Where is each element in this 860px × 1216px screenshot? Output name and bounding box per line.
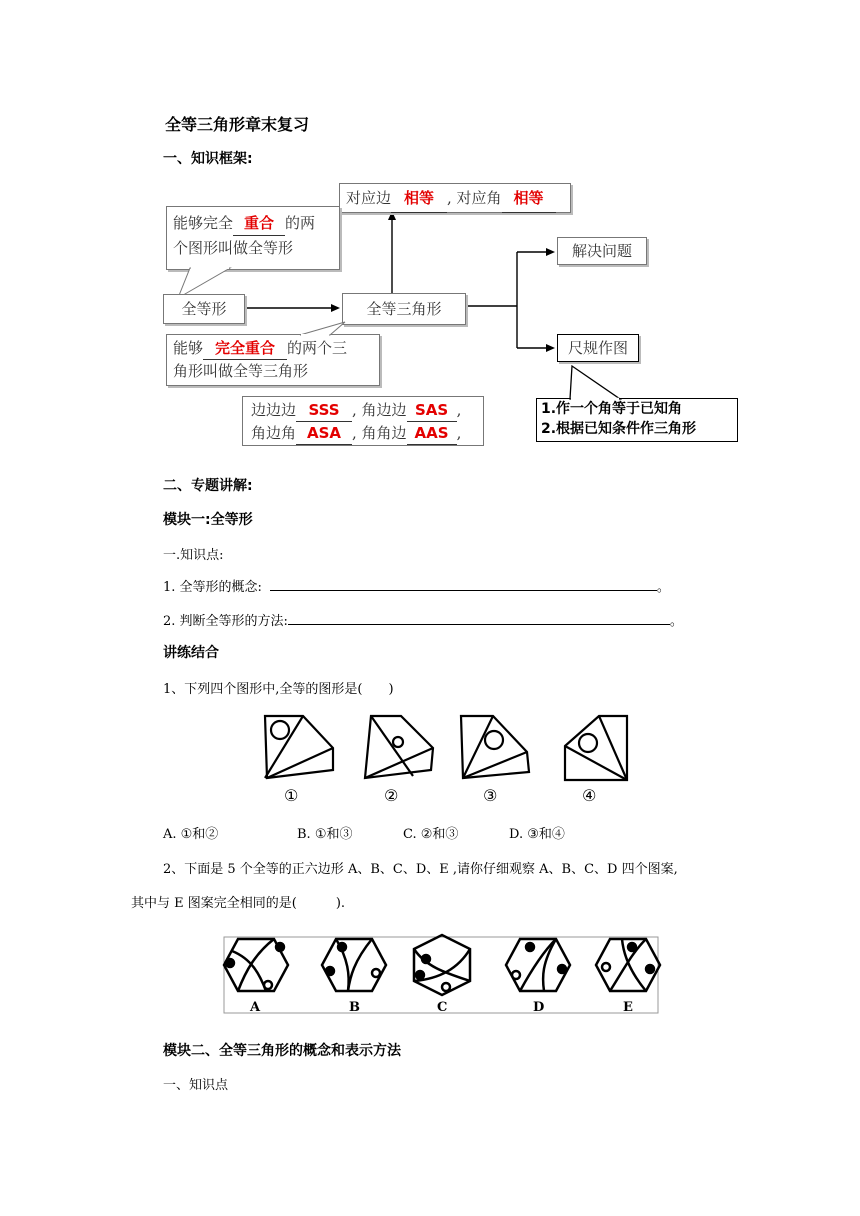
hexagon-e xyxy=(596,939,660,991)
corresponding-sides-label: 对应边 xyxy=(346,189,392,207)
q1-label-4: ④ xyxy=(582,786,597,805)
q1-option-c[interactable]: C. ②和③ xyxy=(403,827,459,842)
q2-label-b: B xyxy=(349,1000,360,1015)
criteria-aas-label: , 角角边 xyxy=(352,424,407,442)
criteria-sss-label: 边边边 xyxy=(251,401,297,419)
page-title: 全等三角形章末复习 xyxy=(165,115,310,134)
q1-shape-4 xyxy=(565,716,627,780)
item2-line xyxy=(163,610,683,629)
q1-shape-2 xyxy=(365,716,433,778)
item1-blank[interactable] xyxy=(270,576,657,591)
item1-line xyxy=(163,576,670,595)
def-triangle-answer: 完全重合 xyxy=(215,339,276,357)
def-triangle-text-a: 能够 xyxy=(173,339,204,357)
knowledge2-label: 一、知识点 xyxy=(163,1078,229,1093)
criteria-sas-answer: SAS xyxy=(414,401,449,419)
module1-heading: 模块一:全等形 xyxy=(163,512,253,528)
hexagon-c xyxy=(414,935,470,995)
construction-box: 尺规作图 xyxy=(557,334,639,362)
practice-heading: 讲练结合 xyxy=(163,645,219,661)
sides-equal-answer: 相等 xyxy=(404,189,435,207)
congruent-triangle-box: 全等三角形 xyxy=(342,293,466,325)
section2-heading: 二、专题讲解: xyxy=(163,478,253,494)
def-triangle-text-c: 的两个三 xyxy=(287,339,348,357)
construction-callout-tail xyxy=(0,0,860,460)
criteria-sas-label: , 角边边 xyxy=(352,401,407,419)
def-triangle-text-d: 角形叫做全等三角形 xyxy=(173,362,309,380)
def-shape-text-d: 个图形叫做全等形 xyxy=(173,239,294,257)
q2-label-c: C xyxy=(437,1000,448,1015)
q1-shape-1 xyxy=(265,716,333,778)
question2-line2: 其中与 E 图案完全相同的是( ). xyxy=(131,896,346,911)
q1-option-b[interactable]: B. ①和③ xyxy=(297,827,353,842)
knowledge-points-label: 一.知识点: xyxy=(163,548,224,563)
question1-text: 1、下列四个图形中,全等的图形是( ) xyxy=(163,682,394,697)
q1-label-1: ① xyxy=(284,786,299,805)
q1-label-3: ③ xyxy=(483,786,498,805)
q1-shape-3 xyxy=(461,716,529,778)
section1-heading: 一、知识框架: xyxy=(163,151,253,167)
item2-blank[interactable] xyxy=(288,610,670,625)
solve-problems-box: 解决问题 xyxy=(557,237,647,265)
criteria-box: 边边边 SSS , 角边边 SAS , 角边角 ASA , 角角边 AAS , xyxy=(242,396,484,446)
hexagon-d xyxy=(506,939,570,991)
q2-label-e: E xyxy=(623,1000,633,1015)
question2-line1: 2、下面是 5 个全等的正六边形 A、B、C、D、E ,请你仔细观察 A、B、C、D 四个图案, xyxy=(163,862,678,877)
item1-end: 。 xyxy=(656,580,670,595)
q2-label-a: A xyxy=(250,1000,261,1015)
hexagon-b xyxy=(322,939,386,991)
q1-label-2: ② xyxy=(384,786,399,805)
module2-heading: 模块二、全等三角形的概念和表示方法 xyxy=(163,1043,401,1059)
criteria-asa-answer: ASA xyxy=(307,424,342,442)
item2-text: 2. 判断全等形的方法: xyxy=(163,614,288,629)
q2-label-d: D xyxy=(533,1000,545,1015)
corresponding-angles-label: , 对应角 xyxy=(447,189,502,207)
construction-item-2: 2.根据已知条件作三角形 xyxy=(541,421,697,437)
criteria-sss-answer: SSS xyxy=(308,401,340,419)
criteria-aas-answer: AAS xyxy=(414,424,449,442)
criteria-asa-label: 角边角 xyxy=(251,424,297,442)
q1-option-d[interactable]: D. ③和④ xyxy=(509,827,565,842)
def-shape-text-c: 的两 xyxy=(285,214,316,232)
hexagon-a xyxy=(224,939,288,991)
construction-item-1: 1.作一个角等于已知角 xyxy=(541,401,683,417)
def-shape-text-a: 能够完全 xyxy=(173,214,234,232)
def-shape-answer: 重合 xyxy=(244,214,275,232)
angles-equal-answer: 相等 xyxy=(513,189,544,207)
item2-end: 。 xyxy=(669,614,683,629)
item1-text: 1. 全等形的概念: xyxy=(163,580,262,595)
q1-option-a[interactable]: A. ①和② xyxy=(163,827,219,842)
congruent-shape-box: 全等形 xyxy=(163,294,245,324)
